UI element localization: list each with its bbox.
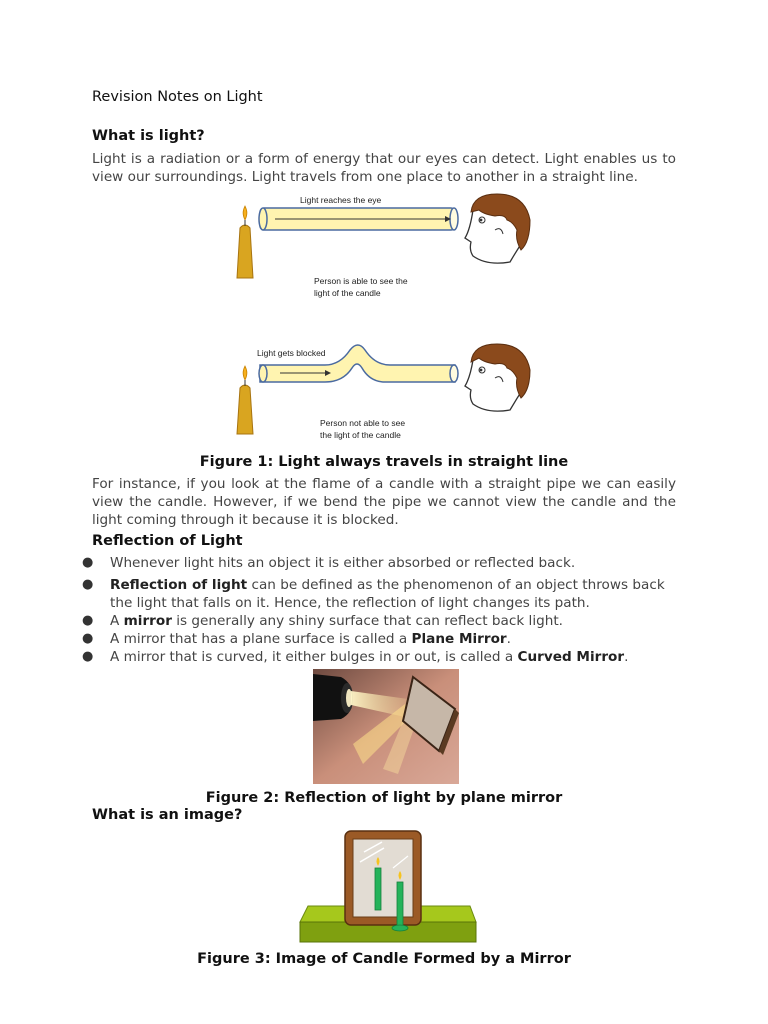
heading-reflection-of-light: Reflection of Light <box>92 533 243 549</box>
bullet-icon: ● <box>82 631 94 646</box>
bullet-icon: ● <box>82 577 94 592</box>
label-light-reaches-eye: Light reaches the eye <box>300 195 382 205</box>
label-person-not-able-2: the light of the candle <box>320 430 401 440</box>
bullet-icon: ● <box>82 613 94 628</box>
person-head-icon <box>465 344 530 411</box>
bullet-icon: ● <box>82 555 94 570</box>
figure-2-caption: Figure 2: Reflection of light by plane mirror <box>205 790 563 806</box>
label-person-not-able-1: Person not able to see <box>320 418 406 428</box>
label-light-blocked: Light gets blocked <box>257 348 326 358</box>
list-item: ● A mirror is generally any shiny surface that can reflect back light. <box>82 613 563 629</box>
list-item: ● Whenever light hits an object it is either absorbed or reflected back. <box>82 555 576 571</box>
figure-1-caption: Figure 1: Light always travels in straight line <box>199 454 569 470</box>
heading-what-is-an-image: What is an image? <box>92 807 243 823</box>
paragraph-pipe-example: For instance, if you look at the flame of a candle with a straight pipe we can easily view the candle. However, if we bend the pipe we cannot view the candle and the light coming through it because it is blocked. <box>92 476 676 528</box>
figure-3-illustration <box>298 828 480 944</box>
straight-pipe <box>259 208 458 230</box>
candle-icon <box>237 206 253 278</box>
list-item: ● A mirror that has a plane surface is called a Plane Mirror. <box>82 631 511 647</box>
candle-icon <box>237 366 253 434</box>
mirror-frame-icon <box>345 831 421 925</box>
reflection-bullet-list <box>82 554 677 666</box>
paragraph-light-definition: Light is a radiation or a form of energy that our eyes can detect. Light enables us to view our surroundings. Light travels from one place to another in a straight line. <box>92 151 676 185</box>
label-person-able-1: Person is able to see the <box>314 276 408 286</box>
person-head-icon <box>465 194 530 263</box>
figure-2-photo <box>313 669 459 784</box>
label-person-able-2: light of the candle <box>314 288 381 298</box>
figure-3-caption: Figure 3: Image of Candle Formed by a Mirror <box>197 951 571 967</box>
figure-1-illustration <box>225 190 545 446</box>
bullet-icon: ● <box>82 649 94 664</box>
heading-what-is-light: What is light? <box>92 128 205 144</box>
list-item: ● Reflection of light can be defined as the phenomenon of an object throws back the light that falls on it. Hence, the reflection of light changes its path. <box>82 577 665 611</box>
page-title: Revision Notes on Light <box>92 89 263 105</box>
list-item: ● A mirror that is curved, it either bulges in or out, is called a Curved Mirror. <box>82 649 629 665</box>
